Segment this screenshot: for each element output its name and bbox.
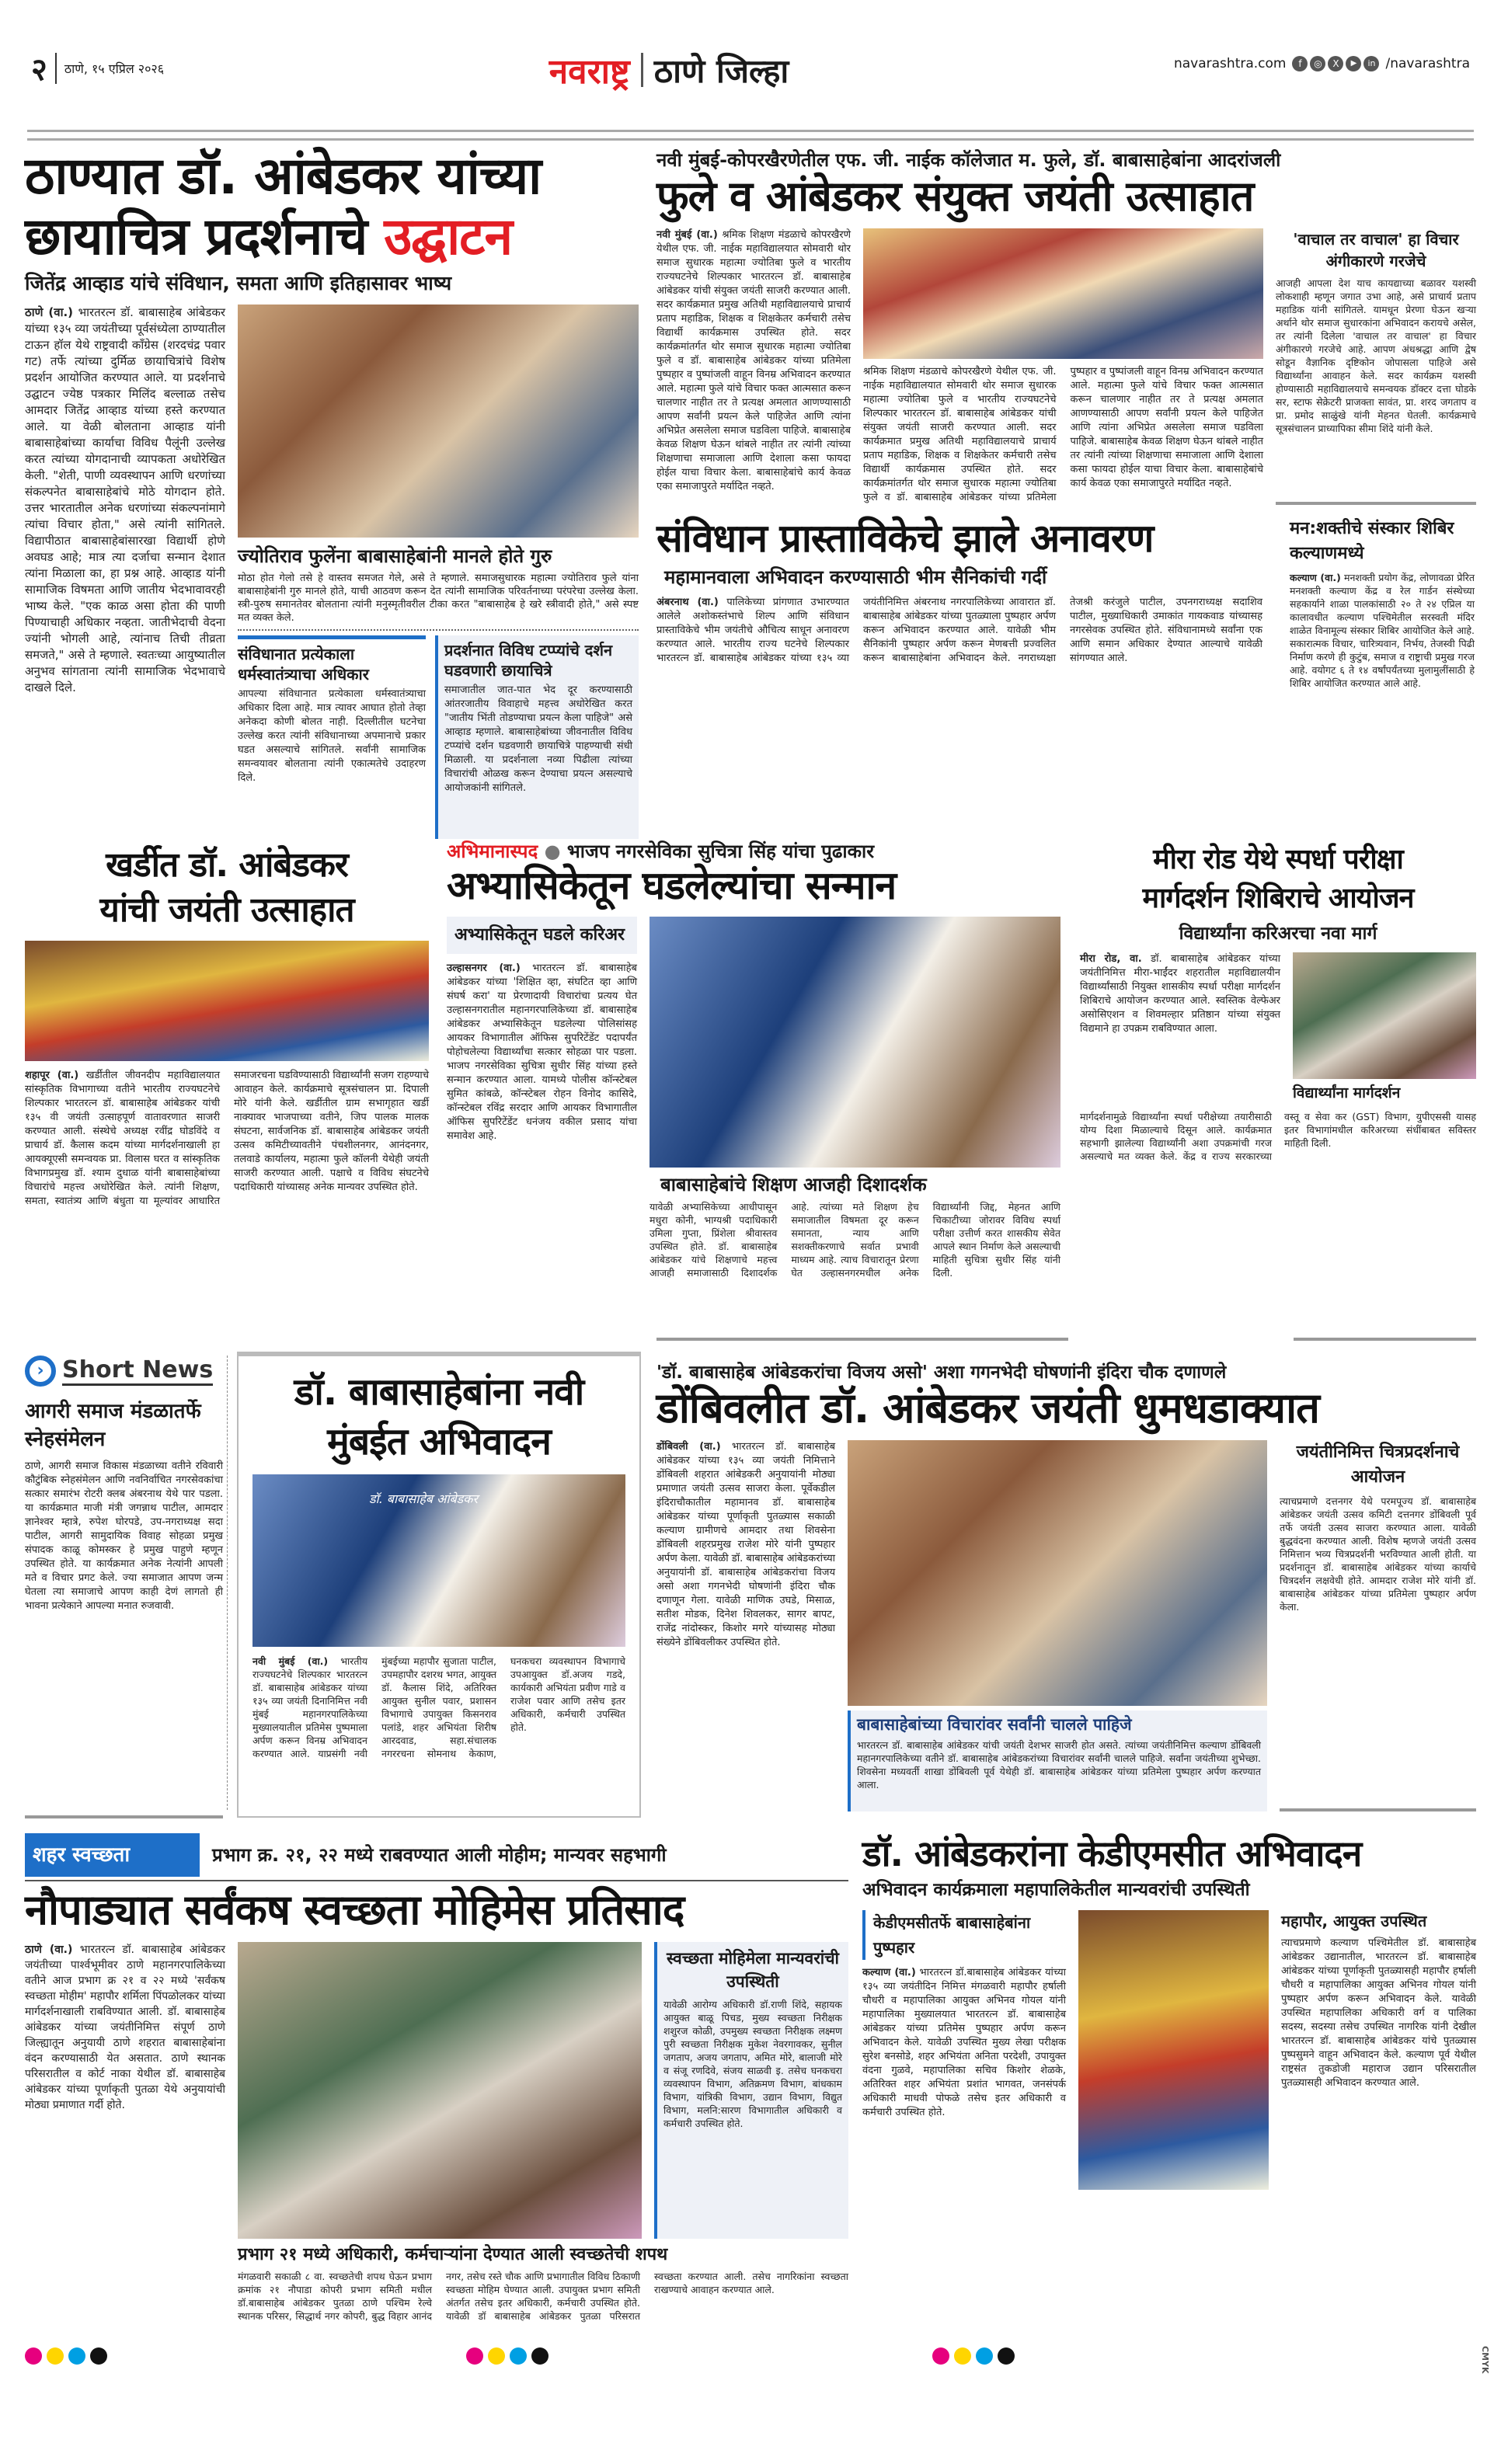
swachhata-headline: नौपाड्यात सर्वंकष स्वच्छता मोहिमेस प्रतिसाद — [25, 1885, 684, 1934]
phule-side-body: आजही आपला देश याच कायद्याच्या बळावर यशस्वी लोकशाही म्हणून जगात उभा आहे, असे प्राचार्य प्रताप महाडिक यांनी सांगितले. यामधून प्रेरणा घेऊन खऱ्या अर्थाने थोर समाज सुधारकांना अभिवादन करायचे असेल, तर त्यांनी दिलेला 'वाचाल तर वाचाल' हा विचार अंगीकारणे गरजेचे आहे. आपण अंधश्रद्धा आणि द्वेष सोडून वैज्ञानिक दृष्टिकोन जोपासला पाहिजे असे विद्यार्थ्यांना आवाहन केले. सदर कार्यक्रम यशस्वी होण्यासाठी महाविद्यालयाचे समन्वयक डॉक्टर दत्ता घोडके सर, स्टाफ सेक्रेटरी प्राजक्ता सावंत, प्रा. शरद जगताप व प्रा. प्रमोद साळुंखे यांनी मेहनत घेतली. कार्यक्रमाचे सूत्रसंचालन प्राध्यापिका सीमा शिंदे यांनी केले. — [1276, 277, 1476, 435]
phule-story — [656, 148, 1476, 505]
swachhata-box: स्वच्छता मोहिमेला मान्यवरांची उपस्थिती यावेळी आरोग्य अधिकारी डॉ.राणी शिंदे, सहायक आयुक्त बाळू पिचड, मुख्य स्वच्छता निरीक्षक शशुरज कोळी, उपमुख्य स्वच्छता निरीक्षक लक्ष्मण पुरी स्वच्छता निरीक्षक मुकेश नेवरगावकर, सुनील जगताप, अजय जगताप, अमित मोरे, बालाजी मोरे व संजू रणदिवे, संजय साळवी इ. तसेच घनकचरा व्यवस्थापन विभाग, अतिक्रमण विभाग, बांधकाम विभाग, यांत्रिकी विभाग, उद्यान विभाग, विद्युत विभाग, मलनि:सारण विभागातील अधिकारी व कर्मचारी उपस्थित होते. — [654, 1942, 848, 2239]
box-title: संविधानात प्रत्येकाला धर्मस्वातंत्र्याचा अधिकार — [238, 645, 369, 684]
thane-subhead: जितेंद्र आव्हाड यांचे संविधान, समता आणि इतिहासावर भाष्य — [25, 272, 452, 294]
kdmc-body: कल्याण (वा.) भारतरत्न डॉ.बाबासाहेब आंबेडकर यांच्या १३५ व्या जयंतीदिन निमित्त मंगळवारी महापौर हर्षाली चौधरी व महापालिका आयुक्त अभिनव गोयल यांनी महापालिका मुख्यालयात भारतरत्न डॉ. बाबासाहेब आंबेडकर यांच्या प्रतिमेस पुष्पहार अर्पण करून अभिवादन केले. यावेळी उपस्थित मुख्य लेखा परीक्षक सुरेश बनसोडे, शहर अभियंता अनिता परदेशी, उपायुक्त वंदना गुळवे, महापालिका सचिव किशोर शेळके, अतिरिक्त शहर अभियंता प्रशांत भागवत, जनसंपर्क अधिकारी माधवी पोफळे तसेच इतर अधिकारी व कर्मचारी उपस्थित होते. — [862, 1966, 1066, 2118]
phule-group-photo — [863, 228, 1263, 359]
dombivli-side-body: त्याचप्रमाणे दत्तनगर येथे परमपूज्य डॉ. बाबासाहेब आंबेडकर जयंती उत्सव कमिटी दत्तनगर डोंबिवली पूर्व तर्फे जयंती उत्सव साजरा करण्यात आला. यावेळी बुद्धवंदना करण्यात आली. विशेष म्हणजे जयंती उत्सव निमित्तान भव्य चित्रप्रदर्शनी भरविण्यात आली होती. या प्रदर्शनातून डॉ. बाबासाहेब आंबेडकर यांच्या कार्याचे चित्रदर्शन लक्षवेधी होते. आमदार राजेश मोरे यांनी डॉ. बाबासाहेब आंबेडकर यांच्या प्रतिमेला पुष्पहार अर्पण केला. — [1280, 1495, 1476, 1613]
mira-story — [1080, 840, 1476, 1330]
swachhata-body: ठाणे (वा.) भारतरत्न डॉ. बाबासाहेब आंबेडकर जयंतीच्या पार्श्वभूमीवर ठाणे महानगरपालिकेच्या वतीने आज प्रभाग क्र २१ व २२ मध्ये 'सर्वंकष स्वच्छता मोहीम' महापौर शर्मिला पिंपळोलकर यांच्या मार्गदर्शनाखाली राबविण्यात आली. डॉ. बाबासाहेब आंबेडकर यांच्या जयंतीनिमित्त संपूर्ण ठाणे जिल्ह्यातून अनुयायी ठाणे शहरात बाबासाहेबांना वंदन करण्यासाठी येत असतात. ठाणे स्थानक परिसरातील व कोर्ट नाका येथील डॉ. बाबासाहेब आंबेडकर यांच्या पूर्णाकृती पुतळा येथे अनुयायांची मोठ्या प्रमाणात गर्दी होते. — [25, 1944, 226, 2112]
thane-box-2: प्रदर्शनात विविध टप्प्यांचे दर्शन घडवणारी छायाचित्रे समाजातील जात-पात भेद दूर करण्यासाठी आंतरजातीय विवाहाचे महत्त्व अधोरेखित करत "जातीय भिंती तोडण्याचा प्रयत्न केला पाहिजे" असे आव्हाड म्हणाले. बाबासाहेबांच्या जीवनातील विविध टप्प्यांचे दर्शन घडवणारी छायाचित्रे पाहण्याची संधी मिळाली. या प्रदर्शनाला नव्या पिढीला त्यांच्या विचारांची ओळख करून देण्याचा प्रयत्न असल्याचे आयोजकांनी सांगितले. — [435, 635, 639, 839]
khardi-headline: खर्डीत डॉ. आंबेडकर यांची जयंती उत्साहात — [99, 845, 354, 930]
samvidhan-side-body: कल्याण (वा.) मनशक्ती प्रयोग केंद्र, लोणावळा प्रेरित मनशक्ती कल्याण केंद्र व रेल गार्डन संस्थेच्या सहकार्याने शाळा पालकांसाठी २० ते २४ एप्रिल या कालावधीत कल्याण पश्चिमेतील सरस्वती मंदिर शाळेत विनामूल्य संस्कार शिबिर आयोजित केले आहे. सकारात्मक विचार, चारित्र्यवान, निर्भय, तेजस्वी पिढी निर्माण करणे ही कुटुंब, समाज व राष्ट्राची प्रमुख गरज आहे. वयोगट ६ ते १४ वर्षांपर्यंतच्या मुलामुलींसाठी हे शिबिर आयोजित करण्यात आले आहे. — [1290, 572, 1475, 689]
kdmc-side-title: महापौर, आयुक्त उपस्थित — [1281, 1911, 1427, 1930]
social-icons — [1292, 56, 1379, 71]
samvidhan-story — [656, 517, 1262, 827]
edition-date: ठाणे, १५ एप्रिल २०२६ — [64, 61, 165, 76]
kdmc-box: केडीएमसीतर्फे बाबासाहेबांना पुष्पहार — [862, 1910, 1066, 1960]
mira-photo — [1293, 952, 1476, 1079]
abhyasika-box: अभ्यासिकेतून घडले करिअर — [447, 917, 637, 954]
arrow-circle-icon: › — [25, 1356, 56, 1387]
swachhata-caption-body: मंगळवारी सकाळी ८ वा. स्वच्छतेची शपथ घेऊन प्रभाग क्रमांक २१ नौपाडा कोपरी प्रभाग समिती मधील डॉ.बाबासाहेब आंबेडकर पुतळा ठाणे पश्चिम रेल्वे स्थानक परिसर, सिद्धार्थ नगर कोपरी, बुद्ध विहार आनंद नगर, तसेच रस्ते चौक आणि प्रभागातील विविध ठिकाणी स्वच्छता मोहिम घेण्यात आली. उपायुक्त प्रभाग समिती अंतर्गत तसेच इतर अधिकारी, कर्मचारी उपस्थित होते. यावेळी डॉ बाबासाहेब आंबेडकर पुतळा परिसरात स्वच्छता करण्यात आली. तसेच नागरिकांना स्वच्छता राखण्याचे आवाहन करण्यात आले. — [238, 2271, 848, 2322]
swachhata-caption-title: प्रभाग २१ मध्ये अधिकारी, कर्मचाऱ्यांना देण्यात आली स्वच्छतेची शपथ — [238, 2245, 668, 2264]
dombivli-story — [656, 1361, 1476, 1811]
kdmc-photo — [1078, 1910, 1269, 2190]
page-header — [31, 47, 1470, 124]
khardi-story — [25, 843, 429, 1336]
short-news-title: आगरी समाज मंडळातर्फे स्नेहसंमेलन — [25, 1400, 201, 1451]
kdmc-headline: डॉ. आंबेडकरांना केडीएमसीत अभिवादन — [862, 1832, 1362, 1874]
x-icon[interactable]: X — [1328, 56, 1343, 71]
khardi-body: शहापूर (वा.) खर्डीतील जीवनदीप महाविद्यालयात सांस्कृतिक विभागाच्या वतीने भारतीय राज्यघटनेचे शिल्पकार भारतरत्न डॉ. बाबासाहेब आंबेडकर यांची १३५ वी जयंती उत्साहपूर्ण वातावरणात साजरी करण्यात आली. संस्थेचे अध्यक्ष रवींद्र घोडविंदे व प्राचार्य डॉ. कैलास कदम यांच्या मार्गदर्शनाखाली हा आयक्यूएसी समन्वयक प्रा. विलास घरत व सांस्कृतिक विभागप्रमुख डॉ. श्याम दुधाळ यांनी बाबासाहेबांच्या विचारांचे महत्त्व अधोरेखित केले. त्यांनी शिक्षण, समता, स्वातंत्र्य आणि बंधुता या मूल्यांवर आधारित समाजरचना घडविण्यासाठी विद्यार्थ्यांनी सजग राहण्याचे आवाहन केले. कार्यक्रमाचे सूत्रसंचालन प्रा. दिपाली मोरे यांनी केले. खर्डीतील ग्राम सभागृहात खर्डी नाक्यावर भाजपाच्या वतीने, जिप पालक मालक संघटना, सार्वजनिक डॉ. बाबासाहेब आंबेडकर जयंती उत्सव कमिटीच्यावतीने पंचशीलनगर, आनंदनगर, तलवाडे कार्यालय, महात्मा फुले कॉलनी येथेही जयंती साजरी करण्यात आली. पक्षाचे व विविध संघटनेचे पदाधिकारी यांच्यासह अनेक मान्यवर उपस्थित होते. — [25, 1070, 429, 1207]
dombivli-caption-box: बाबासाहेबांच्या विचारांवर सर्वांनी चालले पाहिजे भारतरत्न डॉ. बाबासाहेब आंबेडकर यांची जयंती देशभर साजरी होत असते. त्यांच्या जयंतीनिमित्त कल्याण डोंबिवली महानगरपालिकेच्या वतीने डॉ. बाबासाहेब आंबेडकरांच्या विचारांवर सर्वांनी चालले पाहिजे. सर्वांना जयंतीच्या शुभेच्छा. शिवसेना मध्यवर्ती शाखा डोंबिवली पूर्व येथेही डॉ. बाबासाहेब आंबेडकर यांच्या प्रतिमेला पुष्पहार अर्पण करण्यात आला. — [848, 1711, 1267, 1811]
phule-body-col2: श्रमिक शिक्षण मंडळाचे कोपरखैरणे येथील एफ. जी. नाईक महाविद्यालयात सोमवारी थोर समाज सुधारक महात्मा ज्योतिबा फुले व भारतीय राज्यघटनेचे शिल्पकार भारतरत्न डॉ. बाबासाहेब आंबेडकर यांची संयुक्त जयंती साजरी करण्यात आली. सदर कार्यक्रमात प्रमुख अतिथी महाविद्यालयाचे प्राचार्य प्रताप महाडिक, शिक्षक व शिक्षकेतर कर्मचारी तसेच विद्यार्थी कार्यक्रमास उपस्थित होते. सदर कार्यक्रमांतर्गत थोर समाज सुधारक महात्मा ज्योतिबा फुले व डॉ. बाबासाहेब आंबेडकर यांच्या प्रतिमेला पुष्पहार व पुष्पांजली वाहून विनम्र अभिवादन करण्यात आले. महात्मा फुले यांचे विचार फक्त आत्मसात करून चालणार नाहीत तर ते प्रत्यक्ष अमलात आणण्यासाठी आपण सर्वांनी प्रयत्न केले पाहिजेत आणि त्यांना अभिप्रेत असलेला समाज घडविला पाहिजे. बाबासाहेब केवळ शिक्षण घेऊन थांबले नाहीत तर त्यांनी त्यांच्या शिक्षणाचा समाजाला आणि देशाला कसा फायदा होईल याचा विचार केला. बाबासाहेबांचे कार्य केवळ एका समाजापुरते मर्यादित नव्हते. — [863, 366, 1263, 503]
samvidhan-subhead: महामानवाला अभिवादन करण्यासाठी भीम सैनिकांची गर्दी — [664, 566, 1047, 588]
abhyasika-caption-body: यावेळी अभ्यासिकेच्या आधीपासून मधुरा कोनी, भाग्यश्री पदाधिकारी उमिला गुप्ता, प्रिंशेला श्रीवास्तव उपस्थित होते. डॉ. बाबासाहेब आंबेडकर यांचे शिक्षणाचे महत्त्व आजही समाजासाठी दिशादर्शक आहे. त्यांच्या मते शिक्षण हेच समाजातील विषमता दूर करून समानता, न्याय आणि सशक्तीकरणाचे सर्वात प्रभावी माध्यम आहे. त्याच विचारातून प्रेरणा घेत उल्हासनगरमधील अनेक विद्यार्थ्यांनी जिद्द, मेहनत आणि चिकाटीच्या जोरावर विविध स्पर्धा परीक्षा उत्तीर्ण करत शासकीय सेवेत आपले स्थान निर्माण केले असल्याची माहिती सुचित्रा सुधीर सिंह यांनी दिली. — [650, 1201, 1060, 1279]
social-handle: /navarashtra — [1385, 56, 1470, 71]
swachhata-story — [25, 1833, 848, 2337]
phule-side-title: 'वाचाल तर वाचाल' हा विचार अंगीकारणे गरजेचे — [1293, 230, 1459, 271]
samvidhan-headline: संविधान प्रास्ताविकेचे झाले अनावरण — [656, 516, 1154, 561]
page-number: २ — [31, 52, 47, 88]
header-rule — [27, 130, 1474, 141]
photo-banner-text: डॉ. बाबासाहेब आंबेडकर — [369, 1491, 478, 1506]
abhyasika-caption-title: बाबासाहेबांचे शिक्षण आजही दिशादर्शक — [660, 1174, 927, 1195]
samvidhan-side-title: मन:शक्तीचे संस्कार शिबिर कल्याणमध्ये — [1290, 519, 1454, 563]
dombivli-side-title: जयंतीनिमित्त चित्रप्रदर्शनाचे आयोजन — [1296, 1443, 1460, 1488]
dombivli-photo — [848, 1440, 1267, 1706]
thane-story — [25, 146, 639, 839]
kdmc-subhead: अभिवादन कार्यक्रमाला महापालिकेतील मान्यवरांची उपस्थिती — [862, 1879, 1250, 1900]
dombivli-body: डोंबिवली (वा.) भारतरत्न डॉ. बाबासाहेब आंबेडकर यांच्या १३५ व्या जयंती निमित्ताने डोंबिवली शहरात आंबेडकरी अनुयायांनी मोठ्या प्रमाणात जयंती उत्सव साजरा केला. पूर्वेकडील इंदिराचौकातील महामानव डॉ. बाबासाहेब आंबेडकर यांच्या पूर्णाकृती पुतळ्यास सकाळी कल्याण ग्रामीणचे आमदार तथा शिवसेना डोंबिवली शहरप्रमुख राजेश मोरे यांनी पुष्पहार अर्पण केला. यावेळी डॉ. बाबासाहेब आंबेडकरांच्या अनुयायांनी डॉ. बाबासाहेब आंबेडकरांचा विजय असो अशा गगनभेदी घोषणांनी इंदिरा चौक दणाणून गेला. यावेळी माणिक उघडे, मिसाळ, सतीश मोडक, दिनेश शिवलकर, सागर बापट, राजेंद्र नांदोस्कर, किशोर मगरे यांच्यासह मोठ्या संख्येने डोंबिवलीकर उपस्थित होते. — [656, 1441, 835, 1649]
abhyasika-photo — [650, 917, 1060, 1168]
dombivli-headline: डोंबिवलीत डॉ. आंबेडकर जयंती धुमधडाक्यात — [656, 1383, 1319, 1432]
abhyasika-kicker: अभिमानास्पद ● भाजप नगरसेविका सुचित्रा सिंह यांचा पुढाकार — [447, 840, 875, 862]
thane-caption-title: ज्योतिराव फुलेंना बाबासाहेबांनी मानले होते गुरु — [238, 545, 552, 567]
mira-caption-body: मार्गदर्शनामुळे विद्यार्थ्यांना स्पर्धा परीक्षेच्या तयारीसाठी योग्य दिशा मिळाल्याचे दिसून आले. कार्यक्रमात सहभागी झालेल्या विद्यार्थ्यांनी अशा उपक्रमांची गरज असल्याचे मत व्यक्त केले. केंद्र व राज्य सरकारच्या वस्तू व सेवा कर (GST) विभाग, युपीएससी यासह इतर विभागांमधील करिअरच्या संधींबाबत सविस्तर माहिती दिली. — [1080, 1111, 1476, 1162]
thane-body: ठाणे (वा.) भारतरत्न डॉ. बाबासाहेब आंबेडकर यांच्या १३५ व्या जयंतीच्या पूर्वसंध्येला ठाण्यातील टाऊन हॉल येथे राष्ट्रवादी काँग्रेस (शरदचंद्र पवार गट) तर्फे त्यांच्या दुर्मिळ छायाचित्रांचे विशेष प्रदर्शन आयोजित करण्यात आले. या प्रदर्शनाचे उद्घाटन ज्येष्ठ पत्रकार मिलिंद बल्लाळ तसेच आमदार जितेंद्र आव्हाड यांच्या हस्ते करण्यात आले. या वेळी बोलताना आव्हाड यांनी बाबासाहेबांच्या कार्याचा विविध पैलूंनी उल्लेख करत त्यांच्या योगदानाची व्यापकता अधोरेखित केली. "शेती, पाणी व्यवस्थापन आणि धरणांच्या संकल्पनेत बाबासाहेबांचे मोठे योगदान होते. उत्तर भारतातील अनेक धरणांच्या संकल्पनांमागे त्यांचा विचार होता," असे त्यांनी सांगितले. विद्यापीठात बाबासाहेबांसारखा विद्यार्थी होणे अवघड आहे; मात्र त्या दर्जाचा सन्मान देशात त्यांना मिळाला का, हा प्रश्न आहे. आव्हाड यांनी सामाजिक विषमता आणि जातीय भेदभावावरही भाष्य केले. "एक काळ असा होता की पाणी पिण्याचाही अधिकार नव्हता. जातीभेदाची वेदना ज्यांनी भोगली आहे, त्यांनाच तिची तीव्रता समजते," असे ते म्हणाले. स्वतःच्या आयुष्यातील अनुभव सांगताना त्यांनी सामाजिक भेदभावाचे दाखले दिले. — [25, 305, 225, 694]
dombivli-kicker: 'डॉ. बाबासाहेब आंबेडकरांचा विजय असो' अशा गगनभेदी घोषणांनी इंदिरा चौक दणाणले — [656, 1363, 1227, 1383]
registration-dots-left — [25, 2347, 112, 2368]
brand-logo: नवराष्ट्र — [549, 52, 630, 92]
short-news-panel: › Short News आगरी समाज मंडळातर्फे स्नेहसंमेलन ठाणे, आगरी समाज विकास मंडळाच्या वतीने रविवारी कौटुंबिक स्नेहसंमेलन आणि नवनिर्वाचित नगरसेवकांचा सत्कार समारंभ रोटरी क्लब अंबरनाथ येथे पार पडला. या कार्यक्रमात माजी मंत्री जगन्नाथ पाटील, आमदार ज्ञानेश्वर म्हात्रे, रुपेश घोरपडे, उप-नगराध्यक्ष सदा पाटील, आगरी सामुदायिक विवाह सोहळा प्रमुख संपादक काळू कोमस्कर हे प्रमुख पाहुणे म्हणून उपस्थित होते. या कार्यक्रमात अनेक नेत्यांनी आपली मते व विचार प्रगट केले. ज्या समाजात आपण जन्म घेतला त्या समाजाचे आपण काही देणं लागतो ही भावना प्रत्येकाने आपल्या मनात रुजवावी. — [25, 1356, 223, 1612]
samvidhan-side — [1290, 517, 1475, 827]
instagram-icon[interactable]: ◎ — [1310, 56, 1325, 71]
registration-dots-center — [466, 2347, 553, 2368]
kdmc-side-body: त्याचप्रमाणे कल्याण पश्चिमेतील डॉ. बाबासाहेब आंबेडकर उद्यानातील, भारतरत्न डॉ. बाबासाहेब आंबेडकर यांच्या पूर्णाकृती पुतळ्यासही महापौर हर्षाली चौधरी व महापालिका आयुक्त अभिनव गोयल यांनी पुष्पहार अर्पण करून अभिवादन केले. यावेळी उपस्थित महापालिका अधिकारी वर्ग व पालिका सदस्य, सदस्या तसेच उपस्थित नागरिक यांनी देखील भारतरत्न डॉ. बाबासाहेब आंबेडकर यांचे पुतळ्यास पुष्पसुमने वाहून अभिवादन केले. कल्याण पूर्व येथील राष्ट्रसंत तुकडोजी महाराज उद्यान परिसरातील पुतळ्यासही अभिवादन करण्यात आले. — [1281, 1937, 1476, 2089]
mira-body: मीरा रोड, वा. डॉ. बाबासाहेब आंबेडकर यांच्या जयंतीनिमित्त मीरा-भाईंदर शहरातील महाविद्यालयीन विद्यार्थ्यांसाठी नियुक्त शासकीय स्पर्धा परीक्षा मार्गदर्शन शिबिराचे आयोजन करण्यात आले. स्वस्तिक वेल्फेअर असोसिएशन व शिवमल्हार प्रतिष्ठान यांच्या संयुक्त विद्यमाने हा उपक्रम राबविण्यात आला. — [1080, 953, 1280, 1035]
navimumbai-body: नवी मुंबई (वा.) भारतीय राज्यघटनेचे शिल्पकार भारतरत्न डॉ. बाबासाहेब आंबेडकर यांच्या १३५ व्या जयंती दिनानिमित्त नवी मुंबई महानगरपालिकेच्या मुख्यालयातील प्रतिमेस पुष्पमाला अर्पण करून विनम्र अभिवादन करण्यात आले. याप्रसंगी नवी मुंबईच्या महापौर सुजाता पाटील, उपमहापौर दशरथ भगत, आयुक्त डॉ. कैलास शिंदे, अतिरिक्त आयुक्त सुनील पवार, प्रशासन विभागाचे उपायुक्त किसनराव पलांडे, शहर अभियंता शिरीष आरदवाड, सहा.संचालक नगररचना सोमनाथ केकाण, घनकचरा व्यवस्थापन विभागाचे उपआयुक्त डॉ.अजय गडदे, कार्यकारी अभियंता प्रवीण गाडे व राजेश पवार आणि तसेच इतर अधिकारी, कर्मचारी उपस्थित होते. — [252, 1655, 625, 1759]
kdmc-story — [862, 1833, 1476, 2337]
registration-dots-right — [932, 2347, 1019, 2368]
swachhata-photo — [238, 1942, 642, 2239]
navimumbai-headline: डॉ. बाबासाहेबांना नवी मुंबईत अभिवादन — [294, 1370, 584, 1463]
phule-body-col1: नवी मुंबई (वा.) श्रमिक शिक्षण मंडळाचे कोपरखैरणे येथील एफ. जी. नाईक महाविद्यालयात सोमवारी थोर समाज सुधारक महात्मा ज्योतिबा फुले व भारतीय राज्यघटनेचे शिल्पकार भारतरत्न डॉ. बाबासाहेब आंबेडकर यांची संयुक्त जयंती साजरी करण्यात आली. सदर कार्यक्रमात प्रमुख अतिथी महाविद्यालयाचे प्राचार्य प्रताप महाडिक, शिक्षक व शिक्षकेतर कर्मचारी तसेच विद्यार्थी कार्यक्रमास उपस्थित होते. सदर कार्यक्रमांतर्गत थोर समाज सुधारक महात्मा ज्योतिबा फुले व डॉ. बाबासाहेब आंबेडकर यांच्या प्रतिमेला पुष्पहार व पुष्पांजली वाहून विनम्र अभिवादन करण्यात आले. महात्मा फुले यांचे विचार फक्त आत्मसात करून चालणार नाहीत तर ते प्रत्यक्ष अमलात आणण्यासाठी आपण सर्वांनी प्रयत्न केले पाहिजेत आणि त्यांना अभिप्रेत असलेला समाज घडविला पाहिजे. बाबासाहेब केवळ शिक्षण घेऊन थांबले नाहीत तर त्यांनी त्यांच्या शिक्षणाचा समाजाला आणि देशाला कसा फायदा होईल याचा विचार केला. बाबासाहेबांचे कार्य केवळ एका समाजापुरते मर्यादित नव्हते. — [656, 229, 851, 493]
section-title: ठाणे जिल्हा — [653, 51, 789, 90]
samvidhan-body: अंबरनाथ (वा.) पालिकेच्या प्रांगणात उभारण्यात आलेले अशोकस्तंभाचे शिल्प आणि संविधान प्रास्ताविकेचे भीम जयंतीचे औचित्य साधून अनावरण करण्यात आले. भारतीय राज्य घटनेचे शिल्पकार भारतरत्न डॉ. बाबासाहेब आंबेडकर यांच्या १३५ व्या जयंतीनिमित्त अंबरनाथ नगरपालिकेच्या आवारात डॉ. बाबासाहेब आंबेडकर यांच्या पुतळ्याला पुष्पहार अर्पण करून अभिवादन करण्यात आले. यावेळी भीम सैनिकांनी पुष्पहार अर्पण करून मेणबत्ती प्रज्वलित करून बाबासाहेबांना अभिवादन केले. नगराध्यक्षा तेजश्री करंजुले पाटील, उपनगराध्यक्ष सदाशिव पाटील, मुख्याधिकारी उमाकांत गायकवाड यांच्यासह नगरसेवक उपस्थित होते. संविधानामध्ये सर्वांना एक आणि समान अधिकार देण्यात आल्याचे यावेळी सांगण्यात आले. — [656, 596, 1262, 664]
cmyk-mark: CMYK — [1480, 2346, 1490, 2374]
thane-caption: मोठा होत गेलो तसे हे वास्तव समजत गेले, असे ते म्हणाले. समाजसुधारक महात्मा ज्योतिराव फुले यांना बाबासाहेबांनी गुरु मानले होते, याची आठवण करून देत त्यांनी सामाजिक परिवर्तनाच्या परंपरेचा उल्लेख केला. स्त्री-पुरुष समानतेवर बोलताना त्यांनी मनुस्मृतीवरील टीका करत "बाबासाहेब हे खरे स्त्रीवादी होते," असे स्पष्ट मत व्यक्त केले. — [238, 572, 639, 624]
abhyasika-headline: अभ्यासिकेतून घडलेल्यांचा सन्मान — [447, 863, 897, 908]
navimumbai-photo — [252, 1474, 625, 1647]
linkedin-icon[interactable]: in — [1363, 56, 1379, 71]
website-link[interactable]: navarashtra.com — [1173, 56, 1287, 71]
navimumbai-frame — [237, 1352, 641, 1818]
thane-exhibition-photo — [238, 305, 639, 538]
khardi-photo — [25, 941, 429, 1061]
mira-caption-title: विद्यार्थ्यांना मार्गदर्शन — [1293, 1084, 1401, 1101]
abhyasika-body: उल्हासनगर (वा.) भारतरत्न डॉ. बाबासाहेब आंबेडकर यांच्या 'शिक्षित व्हा, संघटित व्हा आणि संघर्ष करा' या प्रेरणादायी विचारांचा प्रत्यय घेत उल्हासनगरातील महानगरपालिकेच्या डॉ. बाबासाहेब आंबेडकर अभ्यासिकेतून घडलेल्या पोलिसांसह आयकर विभागातील ऑफिस सुपरिटेंडेंट पदापर्यंत पोहोचलेल्या विद्यार्थ्यांचा सत्कार सोहळा पार पडला. भाजप नगरसेविका सुचित्रा सुधीर सिंह यांच्या हस्ते सन्मान करण्यात आला. यामध्ये पोलीस कॉन्स्टेबल सुमित कांबळे, कॉन्स्टेबल रोहन विनोद कासिदे, कॉन्स्टेबल रविंद्र सरदार आणि आयकर विभागातील ऑफिस सुपरिटेंडेंट धनंजय वकील प्रसाद यांचा समावेश आहे. — [447, 962, 637, 1142]
swachhata-tag: शहर स्वच्छता — [25, 1833, 200, 1877]
box-title: प्रदर्शनात विविध टप्प्यांचे दर्शन घडवणारी छायाचित्रे — [444, 641, 613, 680]
phule-kicker: नवी मुंबई-कोपरखैरणेतील एफ. जी. नाईक कॉलेजात म. फुले, डॉ. बाबासाहेबांना आदरांजली — [656, 149, 1281, 171]
abhyasika-story — [447, 839, 1060, 1332]
youtube-icon[interactable]: ▶ — [1346, 56, 1361, 71]
facebook-icon[interactable]: f — [1292, 56, 1308, 71]
phule-headline: फुले व आंबेडकर संयुक्त जयंती उत्साहात — [656, 172, 1254, 221]
mira-headline: मीरा रोड येथे स्पर्धा परीक्षा मार्गदर्शन शिबिराचे आयोजन — [1142, 844, 1414, 914]
thane-headline: ठाण्यात डॉ. आंबेडकर यांच्या छायाचित्र प्रदर्शनाचे उद्घाटन — [25, 146, 542, 266]
thane-box-1: संविधानात प्रत्येकाला धर्मस्वातंत्र्याचा अधिकार आपल्या संविधानात प्रत्येकाला धर्मस्वातंत्र्याचा अधिकार दिला आहे. मात्र त्यावर आघात होतो तेव्हा अनेकदा कोणी बोलत नाही. दिल्लीतील घटनेचा उल्लेख करत त्यांनी संविधानाच्या अपमानाचे प्रकार घडत असल्याचे सांगितले. सर्वांनी सामाजिक समन्वयावर बोलताना त्यांनी एकात्मतेचे उदाहरण दिले. — [238, 635, 426, 839]
mira-subhead: विद्यार्थ्यांना करिअरचा नवा मार्ग — [1179, 924, 1377, 944]
swachhata-kicker: प्रभाग क्र. २१, २२ मध्ये राबवण्यात आली मोहीम; मान्यवर सहभागी — [212, 1844, 667, 1866]
